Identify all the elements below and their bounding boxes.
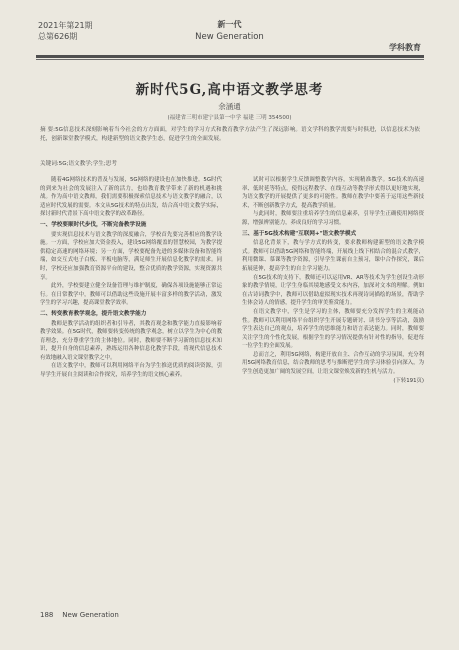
section-heading: 一、学校要顺时代步伐，不断完备教学设施 bbox=[40, 221, 147, 228]
section-heading: 三、基于5G技术构建"互联网+"语文教学模式 bbox=[242, 230, 357, 237]
author-affiliation: (福建省三明市建宁县第一中学 福建 三明 354500) bbox=[167, 115, 292, 121]
body-paragraph: 在语文教学中，学生是学习的主体，教师要充分发挥学生的主观能动性。教师可以利用网络平台组织学生开展专题研讨、读书分享等活动，鼓励学生表达自己的观点，培养学生的思维能力和语言表达能力。同时，教师要关注学生的个性化发展，根据学生的学习情况提供有针对性的指导，促进每一位学生的全面发展。 bbox=[242, 308, 424, 350]
continued-note: (下转191页) bbox=[393, 377, 424, 384]
article-title: 新时代5G,高中语文教学思考 bbox=[135, 82, 324, 98]
article-abstract: 摘 要:5G信息技术深刻影响着当今社会的方方面面，对学生的学习方式和教育教学方法产生了深远影响。语文学科的教学需要与时俱进，以信息技术为依托，创新课堂教学模式，构建新型的语文教学生态，促进学生的全面发展。 bbox=[40, 127, 420, 142]
footer-journal: New Generation bbox=[62, 611, 119, 619]
journal-name-cn: 新一代 bbox=[217, 19, 242, 29]
header-rule bbox=[36, 55, 424, 58]
body-column-left bbox=[40, 176, 222, 380]
journal-name-en: New Generation bbox=[195, 32, 264, 42]
year-issue: 2021年第21期 bbox=[38, 21, 93, 30]
article-author: 余涵通 bbox=[218, 102, 241, 111]
body-paragraph: 信息化背景下，教与学方式的转变，要求教师构建新型的语文教学模式。教师可以借助5G网络和智能终端，开展线上线下相结合的混合式教学，利用微课、慕课等教学资源，引导学生课前自主预习，课中合作探究，课后拓展延伸，提高学生的自主学习能力。 bbox=[242, 240, 424, 272]
body-paragraph: 试时可以根据学生反馈调整教学内容，实现精准教学。5G技术的高速率、低时延等特点，使得远程教学、在线互动等教学形式得以更好地实现，为语文教学的开展提供了更多的可能性。教师在教学中要善于运用这些新技术，不断创新教学方式，提高教学质量。 bbox=[242, 177, 424, 209]
journal-masthead bbox=[0, 19, 459, 42]
article-keywords: 关键词:5G;语文教学;学生;思考 bbox=[40, 161, 117, 167]
page-number: 188 bbox=[40, 611, 54, 619]
body-paragraph: 总而言之，利用5G网络，构建开放自主、合作互动的学习氛围，充分利用5G网络教育信息，结合教师的思考与推断把学生的学习体验引向深入，为学生创造更加广阔的发展空间，让语文课堂焕发新的生机与活力。 bbox=[242, 351, 424, 376]
body-paragraph: 要实现信息技术与语文教学的深度融合，学校首先要完善相应的教学设施。一方面，学校应加大资金投入，建设5G网络覆盖的智慧校园，为教学提供稳定高速的网络环境；另一方面，学校要配备先进的多媒体设备和智能终端，如交互式电子白板、平板电脑等，满足师生开展信息化教学的需求。同时，学校还应加强教育资源平台的建设，整合优质的教学资源，实现资源共享。 bbox=[40, 231, 222, 281]
section-label: 学科教育 bbox=[389, 43, 421, 52]
header-rule-thin bbox=[36, 59, 424, 60]
body-paragraph: 与此同时，教师要注重培养学生的信息素养，引导学生正确使用网络资源，增强辨别能力，养成良好的学习习惯。 bbox=[242, 211, 424, 226]
body-paragraph: 随着4G网络技术的普及与发展，5G网络的建设也在加快推进。5G时代的到来为社会的发展注入了新的活力，也给教育教学带来了新的机遇和挑战。作为高中语文教师，我们需要积极探索信息技术与语文教学的融合，以适应时代发展的需要。本文从5G技术的特点出发，结合高中语文教学实际，探讨新时代背景下高中语文教学的改革路径。 bbox=[40, 177, 222, 218]
body-paragraph: 在5G技术的支持下，教师还可以运用VR、AR等技术为学生创设生动形象的教学情境，让学生身临其境地感受文本内容，加深对文本的理解。例如在古诗词教学中，教师可以借助虚拟现实技术再现诗词描绘的场景，帮助学生体会诗人的情感，提升学生的审美鉴赏能力。 bbox=[242, 274, 424, 307]
body-paragraph: 在语文教学中，教师可以利用网络平台为学生推送优质的阅读资源，引导学生开展自主阅读和合作探究，培养学生的语文核心素养。 bbox=[40, 363, 222, 379]
body-column-right bbox=[242, 176, 424, 385]
section-heading: 二、转变教育教学观念，提升语文教学能力 bbox=[40, 310, 147, 317]
page-footer bbox=[40, 611, 119, 619]
body-paragraph: 教师是教学活动的组织者和引导者，其教育观念和教学能力直接影响着教学效果。在5G时代，教师要转变传统的教学观念，树立以学生为中心的教育理念，充分尊重学生的主体地位。同时，教师要不断学习新的信息技术知识，提升自身的信息素养，熟练运用各种信息化教学手段，将现代信息技术有效地融入语文课堂教学之中。 bbox=[40, 320, 222, 361]
body-paragraph: 此外，学校要建立健全设备管理与维护制度，确保各项设施能够正常运行。在日常教学中，教师可以借助这些设施开展丰富多样的教学活动，激发学生的学习兴趣，提高课堂教学效率。 bbox=[40, 283, 222, 307]
total-issue: 总第626期 bbox=[38, 32, 78, 41]
